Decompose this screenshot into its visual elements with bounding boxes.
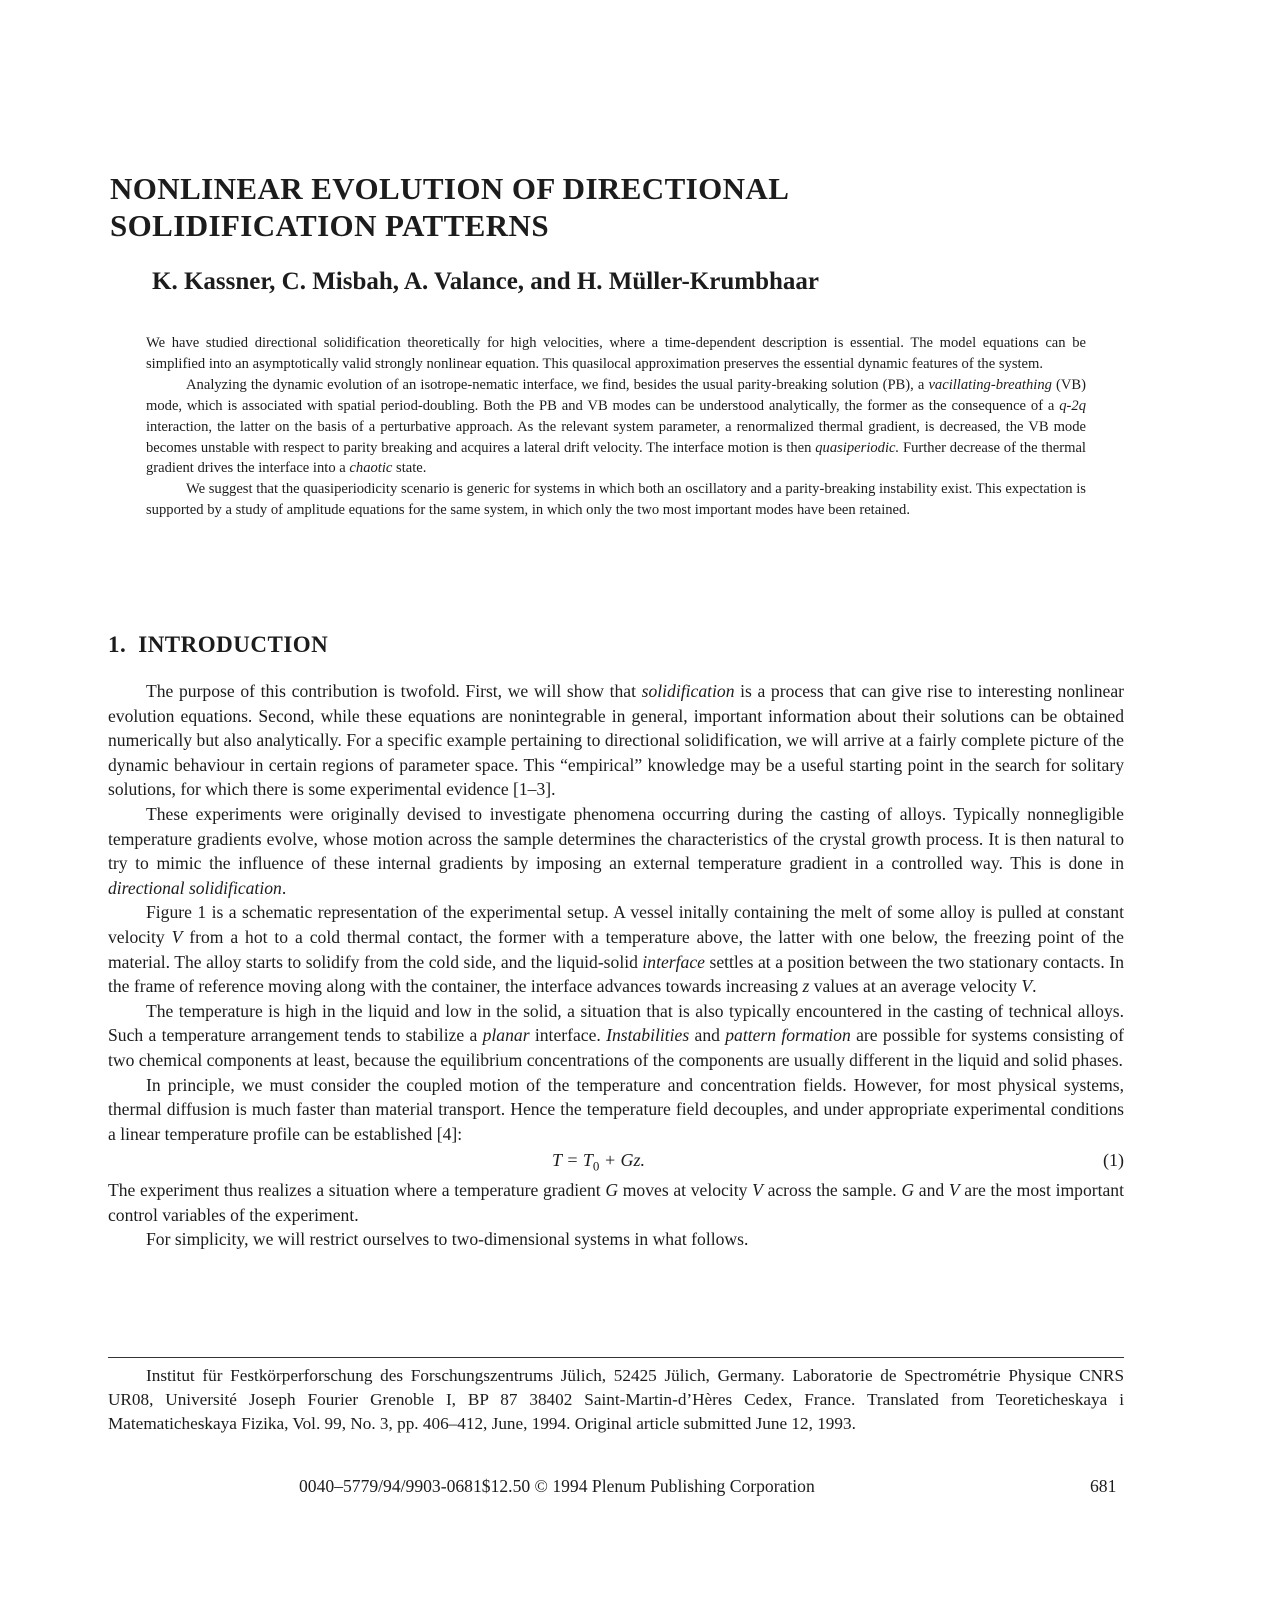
- text: and: [689, 1025, 726, 1046]
- section-heading-introduction: [108, 632, 328, 658]
- math: V: [752, 1180, 763, 1201]
- text: settles at a position between the two stationary contacts. In the frame of reference moving along with the container, the interface advances towards increasing: [108, 951, 1124, 997]
- text: Figure 1 is a schematic representation of the experimental setup. A vessel initally containing the melt of some alloy is pulled at constant velocity: [108, 902, 1124, 947]
- section-title: INTRODUCTION: [138, 632, 329, 657]
- math-subscript: 0: [592, 1158, 600, 1174]
- emphasis: Instabilities: [606, 1025, 690, 1046]
- abstract-paragraph-2: [146, 375, 1086, 480]
- text: and: [914, 1180, 949, 1201]
- math: V: [1021, 976, 1033, 997]
- emphasis: planar: [482, 1025, 530, 1046]
- abstract-paragraph-1: We have studied directional solidification theoretically for high velocities, where a time-dependent description is essential. The model equations can be simplified into an asymptotically valid strongly nonlinear equation. This quasilocal approximation preserves the essential dynamic features of the system.: [146, 335, 1086, 372]
- math: q-2q: [1059, 397, 1086, 414]
- emphasis: directional solidification: [108, 877, 282, 898]
- emphasis: pattern formation: [725, 1025, 851, 1046]
- body-paragraph-4: [108, 999, 1124, 1073]
- body-paragraph-6: [108, 1178, 1124, 1227]
- abstract: [146, 333, 1086, 521]
- body-paragraph-7: For simplicity, we will restrict ourselves to two-dimensional systems in what follows.: [146, 1229, 749, 1250]
- emphasis: quasiperiodic.: [815, 439, 900, 456]
- text: interaction, the latter on the basis of a perturbative approach. As the relevant system parameter, a renormalized thermal gradient, is decreased, the VB mode becomes unstable with respect to parity breaking and acquires a lateral drift velocity. The interface motion is then: [146, 418, 1086, 456]
- text: state.: [392, 460, 427, 477]
- title-line-2: SOLIDIFICATION PATTERNS: [110, 208, 549, 243]
- text: .: [1032, 976, 1037, 997]
- body-text: [108, 679, 1124, 1252]
- math: z: [802, 976, 810, 997]
- text: Further decrease of the thermal gradient drives the interface into a: [146, 439, 1086, 477]
- body-paragraph-2: [108, 802, 1124, 900]
- footnote-divider: [108, 1357, 1124, 1358]
- text: (VB) mode, which is associated with spatial period-doubling. Both the PB and VB modes can be understood analytically, the former as the consequence of a: [146, 376, 1086, 414]
- text: interface.: [529, 1025, 607, 1046]
- text: Analyzing the dynamic evolution of an isotrope-nematic interface, we find, besides the usual parity-breaking solution (PB), a: [186, 376, 929, 393]
- text: The temperature is high in the liquid and low in the solid, a situation that is also typically encountered in the casting of technical alloys. Such a temperature arrangement tends to stabilize a: [108, 1000, 1124, 1046]
- text: moves at velocity: [618, 1180, 753, 1201]
- text: are possible for systems consisting of two chemical components at least, because the equilibrium concentrations of the components are usually different in the liquid and solid phases.: [108, 1025, 1124, 1070]
- author-list: K. Kassner, C. Misbah, A. Valance, and H. Müller-Krumbhaar: [152, 268, 819, 295]
- emphasis: interface: [642, 951, 705, 972]
- body-paragraph-3: [108, 900, 1124, 998]
- body-paragraph-5: In principle, we must consider the coupled motion of the temperature and concentration fields. However, for most physical systems, thermal diffusion is much faster than material transport. Hence the temperature field decouples, and under appropriate experimental conditions a linear temperature profile can be established [4]:: [108, 1074, 1124, 1144]
- footnote-affiliations: Institut für Festkörperforschung des Forschungszentrums Jülich, 52425 Jülich, Germany. Laboratorie de Spectrométrie Physique CNRS UR08, Université Joseph Fourier Grenoble I, BP 87 38402 Saint-Martin-d’Hères Cedex, France. Translated from Teoreticheskaya i Matematicheskaya Fizika, Vol. 99, No. 3, pp. 406–412, June, 1994. Original article submitted June 12, 1993.: [108, 1366, 1124, 1434]
- text: The purpose of this contribution is twofold. First, we will show that: [146, 681, 642, 701]
- emphasis: vacillating-breathing: [928, 376, 1052, 393]
- math: T: [552, 1150, 562, 1171]
- body-paragraph-1: [108, 679, 1124, 802]
- math: G: [901, 1180, 915, 1201]
- abstract-paragraph-3: We suggest that the quasiperiodicity scenario is generic for systems in which both an oscillatory and a parity-breaking instability exist. This expectation is supported by a study of amplitude equations for the same system, in which only the two most important modes have been retained.: [146, 481, 1086, 519]
- page-number: 681: [1090, 1476, 1117, 1496]
- math: = T: [561, 1150, 593, 1171]
- emphasis: solidification: [641, 681, 735, 701]
- text: .: [281, 877, 287, 898]
- emphasis: chaotic: [349, 460, 393, 477]
- title-line-1: NONLINEAR EVOLUTION OF DIRECTIONAL: [110, 171, 790, 206]
- text: values at an average velocity: [809, 976, 1022, 997]
- math: V: [948, 1180, 960, 1201]
- text: These experiments were originally devised to investigate phenomena occurring during the casting of alloys. Typically nonnegligible temperature gradients evolve, whose motion across the sample determines the characteristics of the crystal growth process. It is then natural to try to mimic the influence of these internal gradients by imposing an external temperature gradient in a controlled way. This is done in: [108, 803, 1124, 874]
- text: from a hot to a cold thermal contact, the former with a temperature above, the latter with one below, the freezing point of the material. The alloy starts to solidify from the cold side, and the liquid-solid: [108, 926, 1124, 972]
- math: + Gz.: [599, 1150, 646, 1171]
- equation-number: (1): [1103, 1150, 1124, 1171]
- equation-1: [108, 1146, 1124, 1178]
- math: V: [171, 926, 183, 947]
- paper-title: [110, 170, 1150, 244]
- publication-info: 0040–5779/94/9903-0681$12.50 © 1994 Plenum Publishing Corporation: [299, 1476, 815, 1496]
- math: G: [605, 1180, 619, 1201]
- text: are the most important control variables of the experiment.: [108, 1180, 1124, 1225]
- section-number: 1.: [108, 632, 127, 657]
- text: The experiment thus realizes a situation where a temperature gradient: [108, 1180, 606, 1201]
- equation-expression: [552, 1148, 645, 1179]
- text: across the sample.: [762, 1180, 902, 1201]
- text: is a process that can give rise to interesting nonlinear evolution equations. Second, while these equations are nonintegrable in general, important information about their solutions can be obtained numerically but also analytically. For a specific example pertaining to directional solidification, we will arrive at a fairly complete picture of the dynamic behaviour in certain regions of parameter space. This “empirical” knowledge may be a useful starting point in the search for solitary solutions, for which there is some experimental evidence [1–3].: [108, 681, 1124, 800]
